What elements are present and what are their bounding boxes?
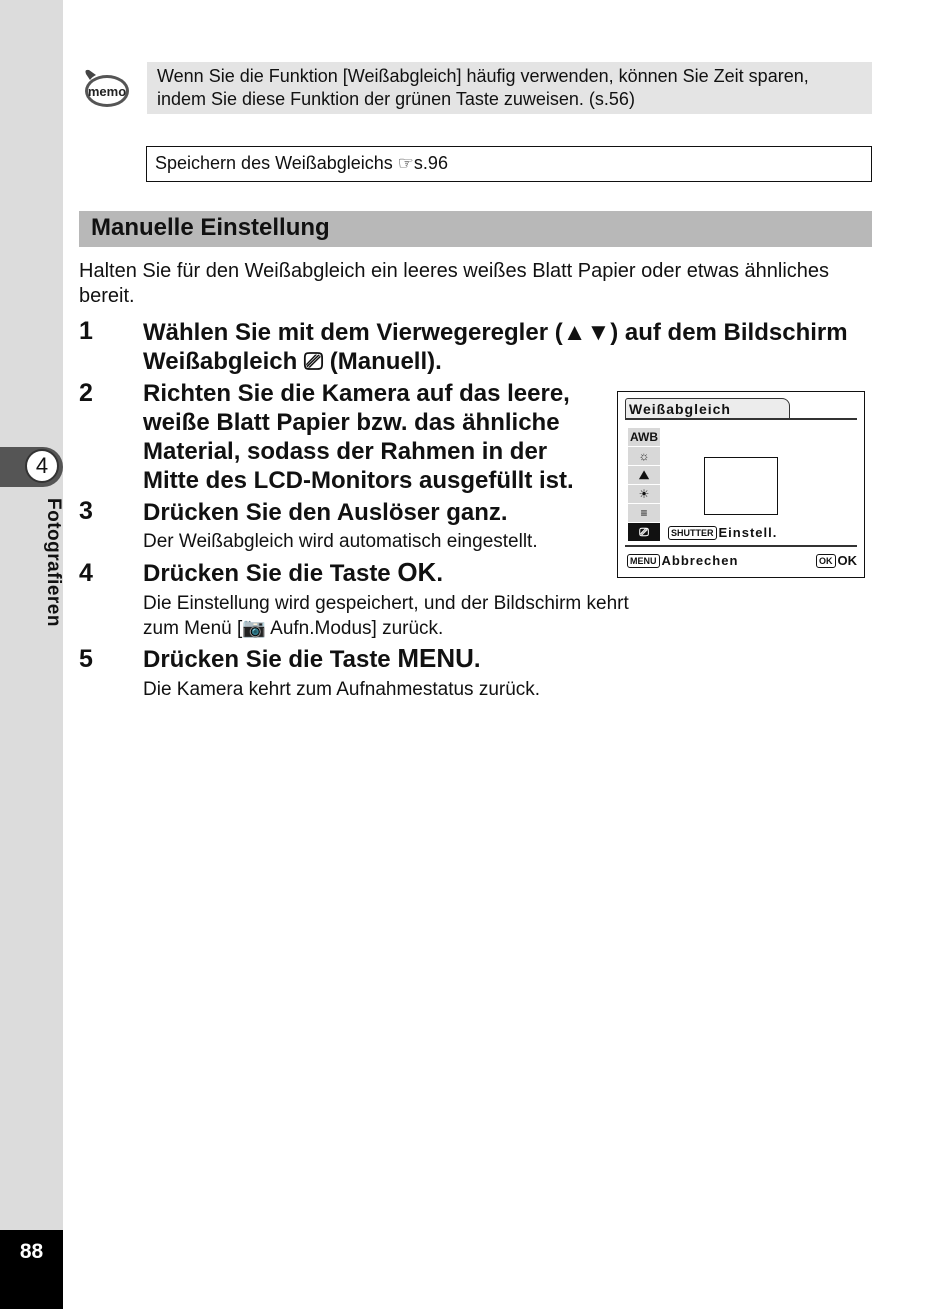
manual-wb-icon: ⎚ — [628, 523, 660, 541]
step-4-title-suffix: . — [436, 560, 443, 587]
step-5-title-prefix: Drücken Sie die Taste — [143, 646, 398, 673]
ok-keycap: OK — [816, 554, 836, 568]
step-1-title: Wählen Sie mit dem Vierwegeregler (▲▼) auf dem Bildschirm Weißabgleich ⎚ (Manuell). — [143, 319, 848, 375]
lcd-menu-hint — [627, 553, 738, 568]
step-5-desc: Die Kamera kehrt zum Aufnahmestatus zurück. — [143, 679, 541, 700]
daylight-icon: ☼ — [628, 447, 660, 465]
step-2-number: 2 — [79, 379, 93, 407]
step-4-title-prefix: Drücken Sie die Taste — [143, 560, 398, 587]
shade-icon: ⛰ — [628, 466, 660, 484]
ok-button-glyph: OK — [397, 557, 437, 587]
section-intro: Halten Sie für den Weißabgleich ein leeres weißes Blatt Papier oder etwas ähnliches bereit. — [79, 260, 830, 307]
awb-icon: AWB — [630, 430, 658, 444]
shutter-label: Einstell. — [718, 525, 778, 540]
step-2-title: Richten Sie die Kamera auf das leere, weiße Blatt Papier bzw. das ähnliche Material, sodass der Rahmen in der Mitte des LCD-Monitors ausgefüllt ist. — [143, 380, 574, 494]
ok-label: OK — [837, 553, 857, 568]
shutter-keycap: SHUTTER — [668, 526, 717, 540]
step-5-title — [143, 644, 603, 674]
lcd-measure-frame — [704, 457, 778, 515]
step-1-number: 1 — [79, 317, 93, 345]
menu-keycap: MENU — [627, 554, 660, 568]
menu-button-glyph: MENU — [397, 643, 474, 673]
lcd-wb-icon-list — [628, 428, 660, 542]
step-4-desc: Die Einstellung wird gespeichert, und der Bildschirm kehrt zum Menü [📷 Aufn.Modus] zurück. — [143, 593, 629, 639]
lcd-divider — [625, 545, 857, 547]
step-4-title — [143, 558, 603, 588]
lcd-ok-hint — [816, 553, 857, 568]
lcd-shutter-hint — [668, 525, 777, 540]
memo-note: Wenn Sie die Funktion [Weißabgleich] häufig verwenden, können Sie Zeit sparen, indem Sie diese Funktion der grünen Taste zuweisen. (s.56) — [147, 62, 872, 114]
lcd-tab-underline — [625, 418, 857, 420]
menu-label: Abbrechen — [661, 553, 739, 568]
step-3-number: 3 — [79, 497, 93, 525]
chapter-number: 4 — [25, 449, 59, 483]
step-5-title-suffix: . — [473, 646, 481, 673]
step-5-number: 5 — [79, 645, 93, 673]
cross-reference: Speichern des Weißabgleichs ☞s.96 — [146, 146, 872, 182]
chapter-title: Fotografieren — [43, 498, 64, 627]
section-title: Manuelle Einstellung — [79, 211, 872, 247]
lcd-tab-title: Weißabgleich — [625, 398, 790, 418]
fluorescent-icon: ≡ — [628, 504, 660, 522]
page-number: 88 — [19, 1240, 44, 1263]
step-3-desc: Der Weißabgleich wird automatisch eingestellt. — [143, 531, 538, 552]
memo-icon — [80, 68, 132, 110]
step-4-number: 4 — [79, 559, 93, 587]
memo-icon-label: memo — [87, 84, 127, 99]
tungsten-icon: ☀ — [628, 485, 660, 503]
step-3-title: Drücken Sie den Auslöser ganz. — [143, 499, 508, 526]
lcd-screen-illustration — [617, 391, 865, 578]
